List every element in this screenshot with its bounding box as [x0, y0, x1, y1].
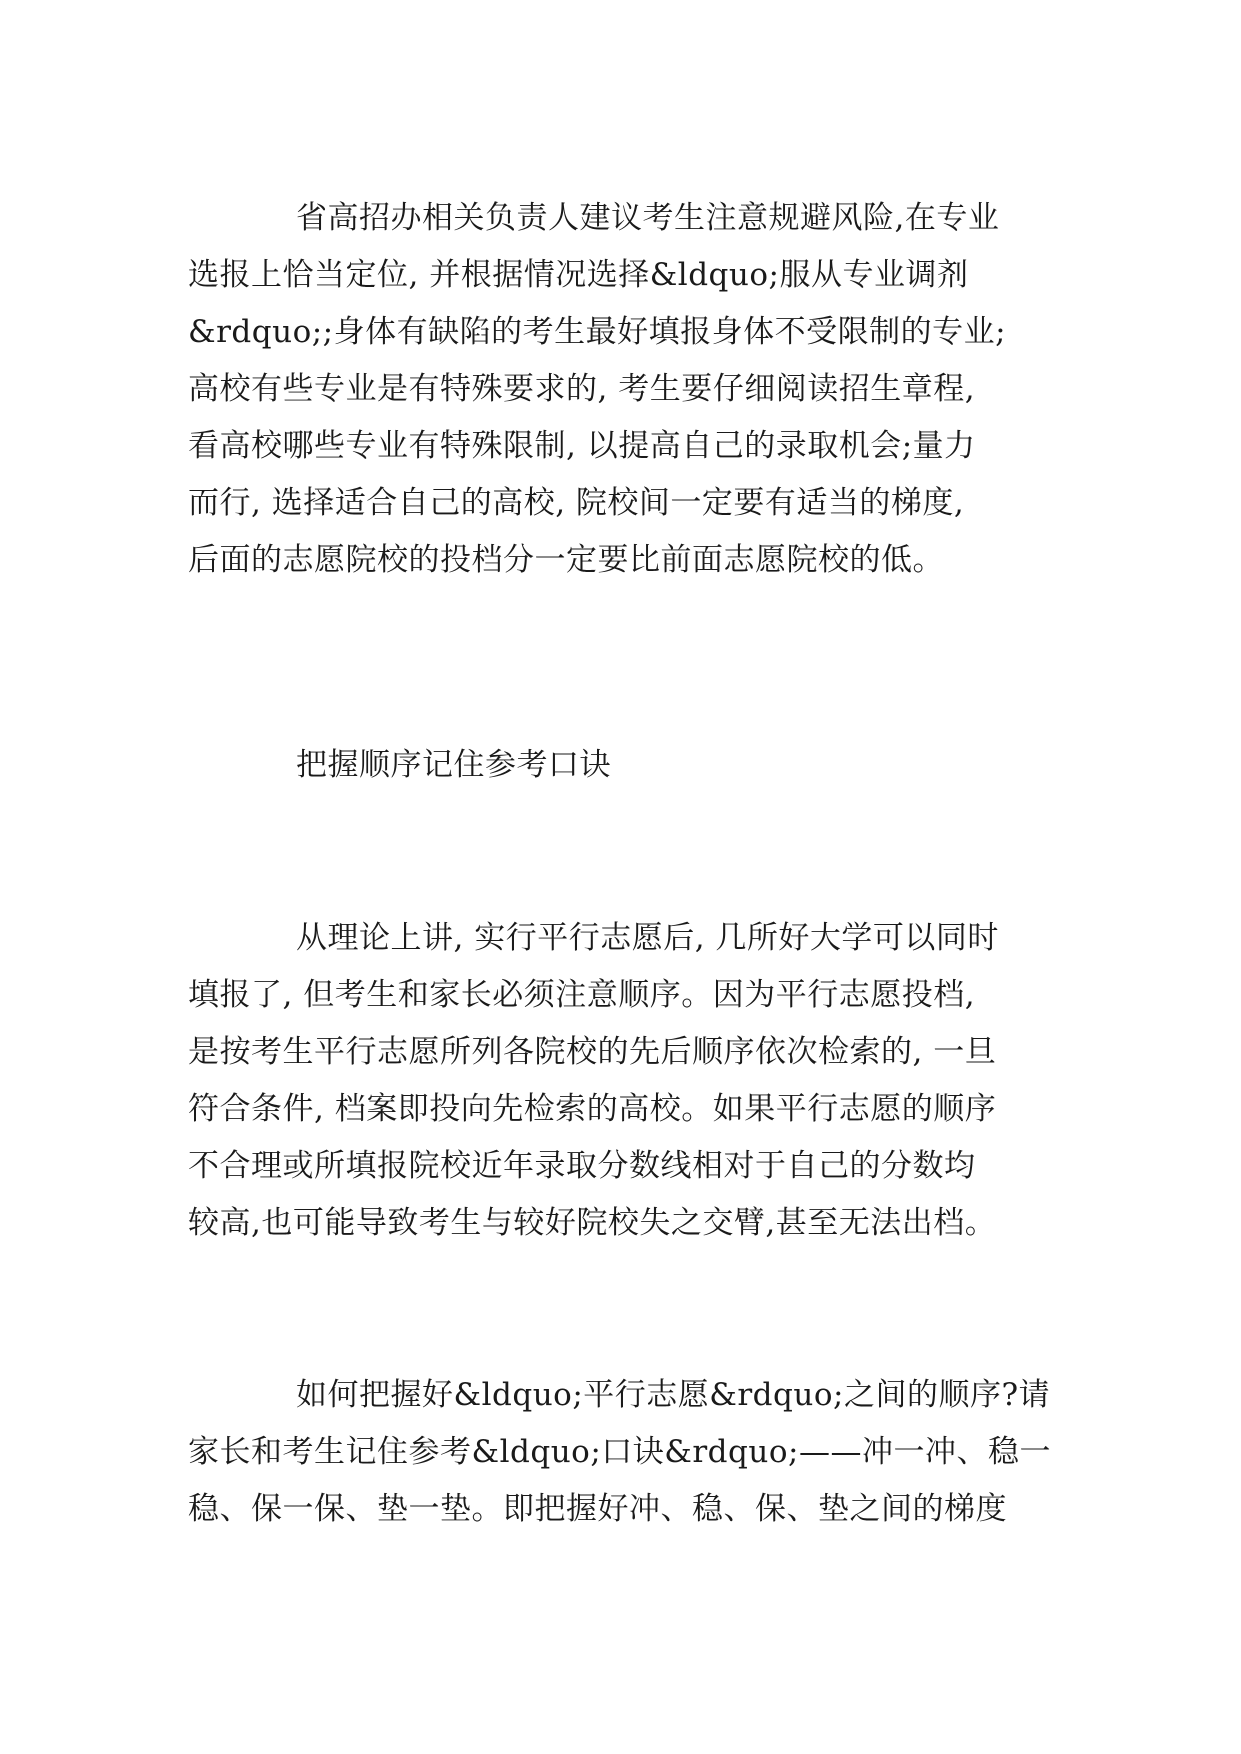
- paragraph-line: 选报上恰当定位, 并根据情况选择&ldquo;服从专业调剂: [188, 257, 969, 293]
- paragraph-line: 省高招办相关负责人建议考生注意规避风险,在专业: [296, 200, 1000, 236]
- paragraph-line: 如何把握好&ldquo;平行志愿&rdquo;之间的顺序?请: [296, 1377, 1051, 1413]
- paragraph-line: 符合条件, 档案即投向先检索的高校。如果平行志愿的顺序: [188, 1091, 997, 1127]
- paragraph-line: 家长和考生记住参考&ldquo;口诀&rdquo;——冲一冲、稳一: [188, 1434, 1051, 1470]
- paragraph-line: 高校有些专业是有特殊要求的, 考生要仔细阅读招生章程,: [188, 371, 976, 407]
- paragraph-line: 从理论上讲, 实行平行志愿后, 几所好大学可以同时: [296, 920, 999, 956]
- paragraph-line: 看高校哪些专业有特殊限制, 以提高自己的录取机会;量力: [188, 428, 976, 464]
- section-heading: 把握顺序记住参考口诀: [296, 747, 611, 783]
- paragraph-line: 较高,也可能导致考生与较好院校失之交臂,甚至无法出档。: [188, 1205, 997, 1241]
- paragraph-line: 而行, 选择适合自己的高校, 院校间一定要有适当的梯度,: [188, 485, 965, 521]
- paragraph-line: 是按考生平行志愿所列各院校的先后顺序依次检索的, 一旦: [188, 1034, 997, 1070]
- paragraph-line: 填报了, 但考生和家长必须注意顺序。因为平行志愿投档,: [188, 977, 976, 1013]
- paragraph-line: 后面的志愿院校的投档分一定要比前面志愿院校的低。: [188, 542, 944, 578]
- paragraph-line: 不合理或所填报院校近年录取分数线相对于自己的分数均: [188, 1148, 976, 1184]
- paragraph-line: 稳、保一保、垫一垫。即把握好冲、稳、保、垫之间的梯度: [188, 1491, 1007, 1527]
- paragraph-line: &rdquo;;身体有缺陷的考生最好填报身体不受限制的专业;: [188, 314, 1007, 350]
